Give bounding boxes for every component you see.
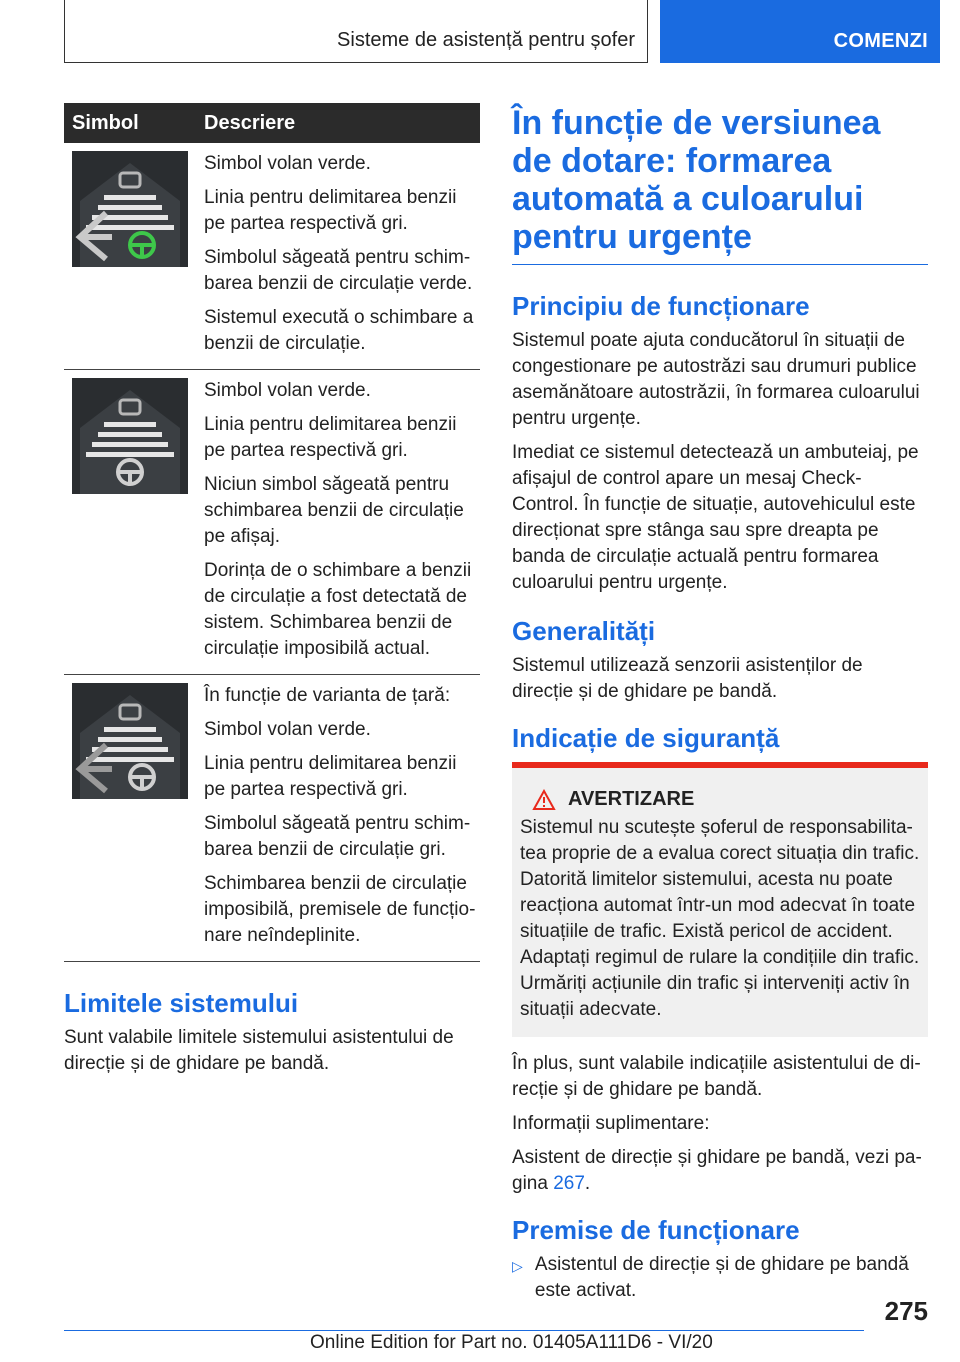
general-paragraph: Sistemul utilizează senzorii asistenților de direcție și de ghidare pe bandă.	[512, 655, 863, 702]
header-section-title	[64, 0, 648, 63]
principle-section	[512, 291, 928, 596]
principle-paragraph: Imediat ce sistemul detectează un ambuteiaj, pe afișajul de control apare un mesaj Check-Control. În funcție de situație, autovehiculul este direcționat spre stânga sau spre dreapta pe banda de circulație actuală pentru formarea culoarului pentru urgențe.	[512, 442, 919, 593]
safety-paragraph: În plus, sunt valabile indicațiile asistentului de direcție și de ghidare pe bandă.	[512, 1053, 921, 1100]
warning-triangle-icon	[532, 789, 556, 811]
header-tab[interactable]	[660, 0, 940, 63]
footer-divider	[64, 1330, 864, 1331]
description-line: Linia pentru delimitarea benzii pe partea respectivă gri.	[204, 414, 457, 461]
limits-text: Sunt valabile limitele sistemului asistentului de direcție și de ghidare pe bandă.	[64, 1027, 454, 1074]
description-line: În funcție de varianta de țară:	[204, 685, 451, 706]
principle-heading: Principiu de funcționare	[512, 291, 810, 321]
symbol-table	[64, 103, 480, 962]
warning-text: Sistemul nu scutește șoferul de responsabilitatea proprie de a evalua corect situația din trafic. Datorită limitelor sistemului, acesta nu poate reacționa automat într-un mod adecvat în toate situațiile de trafic. Există pericol de accident. Adaptați regimul de rulare la condițiile din trafic. Urmăriți acțiunile din trafic și interveniți activ în situații adecvate.	[520, 817, 920, 1020]
description-line: Schimbarea benzii de circulație imposibilă, premisele de funcționare neîndeplinite.	[204, 873, 476, 946]
header-simbol: Simbol	[64, 103, 196, 143]
description-line: Simbol volan verde.	[204, 153, 371, 174]
prereq-heading: Premise de funcționare	[512, 1215, 800, 1245]
lane-change-no-arrow-icon	[72, 378, 188, 494]
description-line: Linia pentru delimitarea benzii pe partea respectivă gri.	[204, 753, 457, 800]
safety-section	[512, 723, 928, 1197]
safety-paragraph: Informații suplimentare:	[512, 1113, 710, 1134]
page-title: În funcție de versiunea de dotare: formarea automată a culoarului pentru urgențe	[512, 104, 928, 265]
table-header-row	[64, 103, 480, 143]
description-line: Simbol volan verde.	[204, 719, 371, 740]
list-item	[512, 1252, 928, 1304]
warning-title	[520, 788, 920, 811]
description-line: Simbolul săgeată pentru schimbarea benzii de circulație gri.	[204, 813, 471, 860]
table-row	[64, 370, 480, 675]
prereq-section	[512, 1215, 928, 1304]
footer-edition: Online Edition for Part no. 01405A111D6 - VI/20	[310, 1332, 713, 1353]
table-row	[64, 675, 480, 962]
tab-comenzi[interactable]: COMENZI	[833, 30, 928, 52]
warning-box	[512, 762, 928, 1037]
description-line: Niciun simbol săgeată pentru schimbarea benzii de circulație pe afișaj.	[204, 474, 464, 547]
header-descriere: Descriere	[196, 103, 480, 143]
page-number: 275	[884, 1296, 928, 1326]
general-section	[512, 616, 928, 705]
description-line: Sistemul execută o schimbare a benzii de circulație.	[204, 307, 474, 354]
lane-change-left-arrow-gray-icon	[72, 683, 188, 799]
general-heading: Generalități	[512, 616, 656, 646]
triangle-bullet-icon: ▷	[512, 1258, 523, 1274]
page-reference-prefix: Asistent de direcție și ghidare pe bandă, vezi pagina	[512, 1147, 922, 1194]
description-line: Linia pentru delimitarea benzii pe partea respectivă gri.	[204, 187, 457, 234]
safety-paragraph-link	[512, 1145, 928, 1197]
left-column	[64, 103, 480, 1085]
limits-section	[64, 988, 480, 1077]
list-item-text: Asistentul de direcție și de ghidare pe bandă este activat.	[534, 1254, 909, 1301]
right-column	[512, 104, 928, 1304]
table-row	[64, 143, 480, 370]
limits-heading: Limitele sistemului	[64, 988, 299, 1018]
lane-change-left-arrow-green-icon	[72, 151, 188, 267]
description-line: Simbolul săgeată pentru schimbarea benzii de circulație verde.	[204, 247, 473, 294]
principle-paragraph: Sistemul poate ajuta conducătorul în situații de congestionare pe autostrăzi sau drumuri publice asemănătoare autostrăzii, în formarea culoarului pentru urgențe.	[512, 330, 920, 429]
section-title: Sisteme de asistență pentru șofer	[337, 29, 635, 51]
page-reference-link[interactable]: 267	[553, 1173, 585, 1194]
safety-heading: Indicație de siguranță	[512, 723, 780, 753]
page-reference-suffix: .	[584, 1173, 591, 1194]
description-line: Simbol volan verde.	[204, 380, 371, 401]
warning-title-text: AVERTIZARE	[568, 788, 695, 810]
description-line: Dorința de o schimbare a benzii de circulație a fost detectată de sistem. Schimbarea benzii de circulație imposibilă actual.	[204, 560, 472, 659]
